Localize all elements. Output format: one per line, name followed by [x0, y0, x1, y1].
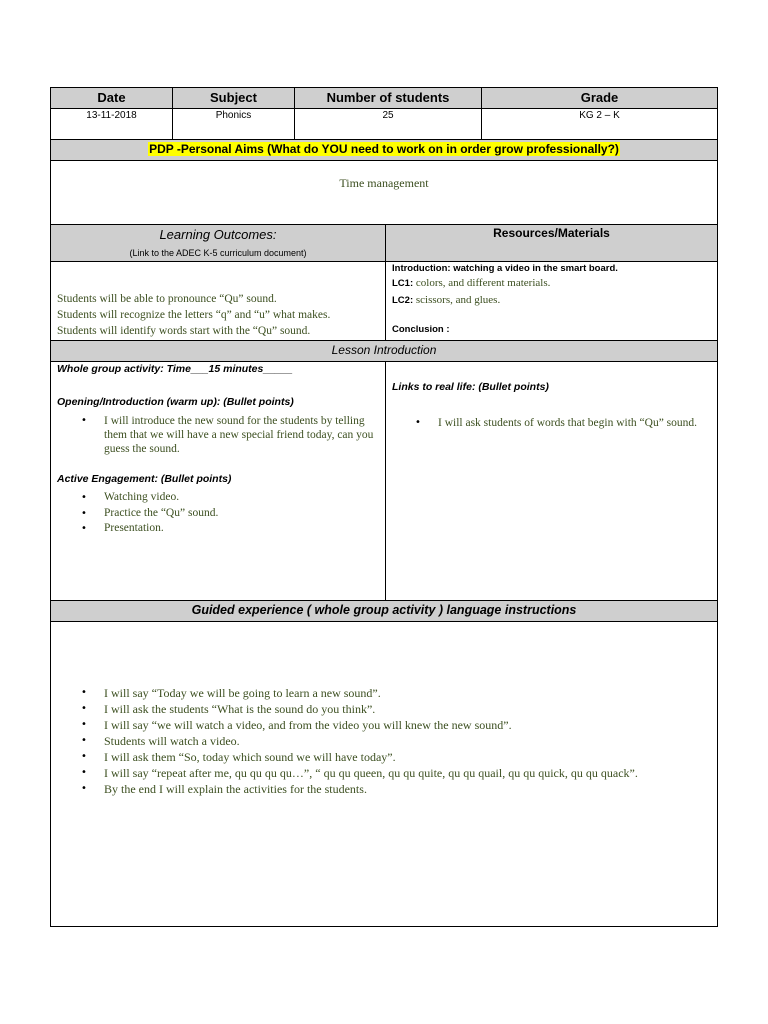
resources-conclusion: Conclusion : [392, 324, 450, 335]
lc1-text: colors, and different materials. [413, 277, 551, 289]
lc1-label: LC1: [392, 278, 414, 289]
guided-item: • I will ask them “So, today which sound we will have today”. [104, 749, 714, 765]
students-header-cell [294, 87, 482, 109]
pdp-header [50, 139, 718, 161]
lc2-label: LC2: [392, 295, 414, 306]
guided-item: • By the end I will explain the activities for the students. [104, 781, 714, 797]
guided-item: • I will say “Today we will be going to learn a new sound”. [104, 685, 714, 701]
outcome-item: Students will recognize the letters “q” and “u” what makes. [57, 309, 331, 321]
engagement-list [104, 490, 374, 537]
learning-outcomes-list [57, 291, 330, 339]
guided-title: Guided experience ( whole group activity ) language instructions [191, 603, 577, 617]
links-list [438, 416, 703, 430]
learning-outcomes-header [50, 224, 386, 262]
links-item: • I will ask students of words that begin with “Qu” sound. [438, 416, 703, 430]
subject-label: Subject [210, 90, 257, 105]
guided-item: • I will ask the students “What is the sound do you think”. [104, 701, 714, 717]
links-title: Links to real life: (Bullet points) [392, 381, 549, 393]
grade-header-cell [481, 87, 718, 109]
opening-item: • I will introduce the new sound for the students by telling them that we will have a new special friend today, can you guess the sound. [104, 414, 374, 456]
opening-list [104, 414, 374, 456]
lc2-text: scissors, and glues. [413, 294, 501, 306]
lesson-intro-header [50, 340, 718, 362]
students-label: Number of students [326, 90, 450, 105]
engagement-item: • Presentation. [104, 521, 374, 537]
outcome-item: Students will be able to pronounce “Qu” sound. [57, 293, 277, 305]
resources-cell [385, 261, 718, 341]
lesson-intro-left-cell [50, 361, 386, 601]
grade-value: KG 2 – K [579, 110, 620, 121]
students-value-cell [294, 108, 482, 140]
engagement-item: • Watching video. [104, 490, 374, 506]
subject-value-cell [172, 108, 295, 140]
opening-title: Opening/Introduction (warm up): (Bullet points) [57, 396, 294, 408]
students-value: 25 [382, 110, 394, 121]
engagement-item: • Practice the “Qu” sound. [104, 506, 374, 522]
guided-item: • I will say “repeat after me, qu qu qu qu…”, “ qu qu queen, qu qu quite, qu qu quail, qu qu quick, qu qu quack”. [104, 765, 714, 781]
subject-header-cell [172, 87, 295, 109]
whole-group-activity: Whole group activity: Time___15 minutes_____ [57, 363, 293, 375]
guided-list [104, 685, 714, 797]
guided-item: • I will say “we will watch a video, and from the video you will knew the new sound”. [104, 717, 714, 733]
date-label: Date [97, 90, 126, 105]
grade-label: Grade [580, 90, 619, 105]
date-header-cell [50, 87, 173, 109]
lesson-intro-title: Lesson Introduction [331, 343, 437, 357]
date-value: 13-11-2018 [86, 110, 137, 121]
outcome-item: Students will identify words start with the “Qu” sound. [57, 325, 311, 337]
learning-outcomes-cell [50, 261, 386, 341]
resources-header [385, 224, 718, 262]
resources-lc2 [392, 294, 500, 306]
resources-intro: Introduction: watching a video in the smart board. [392, 263, 618, 274]
pdp-label: PDP -Personal Aims (What do YOU need to work on in order grow professionally?) [149, 142, 619, 156]
pdp-value: Time management [339, 176, 429, 190]
learning-outcomes-subtitle: (Link to the ADEC K-5 curriculum document) [129, 248, 307, 258]
resources-lc1 [392, 277, 550, 289]
guided-cell [50, 621, 718, 927]
pdp-value-cell [50, 160, 718, 225]
grade-value-cell [481, 108, 718, 140]
resources-title: Resources/Materials [493, 226, 610, 240]
guided-header [50, 600, 718, 622]
subject-value: Phonics [215, 110, 252, 121]
guided-item: • Students will watch a video. [104, 733, 714, 749]
lesson-intro-right-cell [385, 361, 718, 601]
learning-outcomes-title: Learning Outcomes: [159, 227, 277, 242]
date-value-cell [50, 108, 173, 140]
engagement-title: Active Engagement: (Bullet points) [57, 473, 232, 485]
